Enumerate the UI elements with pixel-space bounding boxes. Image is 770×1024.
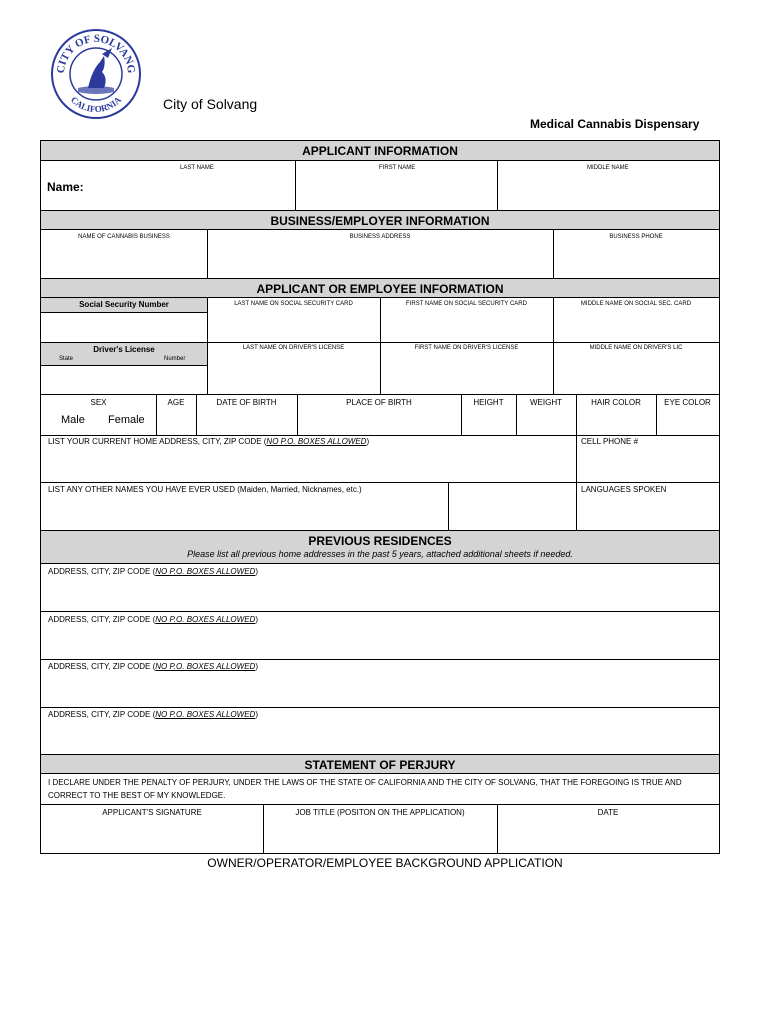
business-name-label: NAME OF CANNABIS BUSINESS: [78, 234, 170, 240]
ssn-middle-name-label: MIDDLE NAME ON SOCIAL SEC. CARD: [580, 301, 692, 307]
residence-1-label: ADDRESS, CITY, ZIP CODE (NO P.O. BOXES ALLOWED): [48, 567, 258, 576]
date-field[interactable]: [501, 821, 715, 849]
ssn-last-name-label: LAST NAME ON SOCIAL SECURITY CARD: [234, 301, 353, 307]
business-name-field[interactable]: [45, 245, 203, 275]
dl-middle-name-label: MIDDLE NAME ON DRIVER'S LIC: [589, 345, 683, 351]
seal-text-bottom: CALIFORNIA: [68, 94, 124, 115]
first-name-label: FIRST NAME: [379, 165, 416, 171]
section-header-residences: [41, 530, 719, 564]
last-name-field[interactable]: [97, 175, 293, 207]
perjury-statement-line1: I DECLARE UNDER THE PENALTY OF PERJURY, UNDER THE LAWS OF THE STATE OF CALIFORNIA AND THE CITY OF SOLVANG, THAT THE FOREGOING IS TRUE AND: [48, 778, 682, 787]
svg-text:CALIFORNIA: [69, 94, 124, 114]
section-header-perjury: STATEMENT OF PERJURY: [41, 754, 719, 774]
residences-subtitle: Please list all previous home addresses in the past 5 years, attached additional sheets if needed.: [187, 549, 573, 559]
no-po-boxes-note: NO P.O. BOXES ALLOWED: [266, 437, 367, 446]
sex-option-male[interactable]: Male: [61, 414, 85, 426]
residence-3-label: ADDRESS, CITY, ZIP CODE (NO P.O. BOXES ALLOWED): [48, 662, 258, 671]
signature-field[interactable]: [45, 821, 259, 849]
other-names-label: LIST ANY OTHER NAMES YOU HAVE EVER USED (Maiden, Married, Nicknames, etc.): [48, 485, 362, 494]
cell-phone-field[interactable]: [580, 449, 715, 479]
dl-state-label: State: [59, 356, 74, 362]
residence-4-field[interactable]: [45, 722, 715, 752]
pob-label: PLACE OF BIRTH: [346, 398, 412, 407]
residence-4-label: ADDRESS, CITY, ZIP CODE (NO P.O. BOXES ALLOWED): [48, 710, 258, 719]
name-label: Name:: [47, 180, 84, 194]
home-address-label: LIST YOUR CURRENT HOME ADDRESS, CITY, ZIP CODE (NO P.O. BOXES ALLOWED): [48, 437, 370, 446]
middle-name-label: MIDDLE NAME: [587, 165, 629, 171]
drivers-license-field[interactable]: [45, 368, 203, 392]
middle-name-field[interactable]: [501, 175, 715, 207]
business-address-label: BUSINESS ADDRESS: [349, 234, 411, 240]
ssn-field[interactable]: [45, 315, 203, 339]
application-form: [40, 140, 720, 854]
ssn-first-name-label: FIRST NAME ON SOCIAL SECURITY CARD: [406, 301, 527, 307]
languages-label: LANGUAGES SPOKEN: [581, 485, 667, 494]
first-name-field[interactable]: [299, 175, 495, 207]
section-header-applicant: APPLICANT INFORMATION: [41, 141, 719, 161]
date-label: DATE: [597, 808, 619, 817]
dl-first-name-label: FIRST NAME ON DRIVER'S LICENSE: [414, 345, 519, 351]
sex-label: SEX: [90, 398, 107, 407]
languages-field[interactable]: [580, 497, 715, 527]
last-name-label: LAST NAME: [180, 165, 214, 171]
drivers-license-label: Driver's License: [93, 345, 155, 354]
ssn-label: Social Security Number: [41, 298, 207, 313]
dob-label: DATE OF BIRTH: [216, 398, 277, 407]
home-address-field[interactable]: [45, 449, 573, 479]
residence-1-field[interactable]: [45, 579, 715, 609]
age-label: AGE: [167, 398, 185, 407]
section-header-employee: APPLICANT OR EMPLOYEE INFORMATION: [41, 278, 719, 298]
residences-title: PREVIOUS RESIDENCES: [308, 534, 452, 548]
hair-color-label: HAIR COLOR: [591, 398, 641, 407]
signature-label: APPLICANT'S SIGNATURE: [102, 808, 202, 817]
form-title-footer: OWNER/OPERATOR/EMPLOYEE BACKGROUND APPLICATION: [207, 856, 563, 870]
document-type: Medical Cannabis Dispensary: [530, 117, 700, 131]
cell-phone-label: CELL PHONE #: [581, 437, 639, 446]
city-seal-logo: [50, 26, 142, 122]
business-phone-field[interactable]: [557, 245, 715, 275]
eye-color-label: EYE COLOR: [664, 398, 711, 407]
residence-2-label: ADDRESS, CITY, ZIP CODE (NO P.O. BOXES ALLOWED): [48, 615, 258, 624]
business-address-field[interactable]: [211, 245, 549, 275]
residence-3-field[interactable]: [45, 674, 715, 704]
job-title-label: JOB TITLE (POSITON ON THE APPLICATION): [295, 808, 465, 817]
section-header-business: BUSINESS/EMPLOYER INFORMATION: [41, 210, 719, 230]
job-title-field[interactable]: [267, 821, 493, 849]
height-label: HEIGHT: [473, 398, 504, 407]
weight-label: WEIGHT: [530, 398, 562, 407]
other-names-field[interactable]: [45, 497, 445, 527]
perjury-statement-line2: CORRECT TO THE BEST OF MY KNOWLEDGE.: [48, 791, 226, 800]
dl-number-label: Number: [164, 356, 186, 362]
business-phone-label: BUSINESS PHONE: [609, 234, 663, 240]
sex-option-female[interactable]: Female: [108, 414, 145, 426]
city-name: City of Solvang: [163, 96, 258, 112]
dl-last-name-label: LAST NAME ON DRIVER'S LICENSE: [242, 345, 345, 351]
seal-text-top: CITY OF SOLVANG: [54, 32, 138, 75]
residence-2-field[interactable]: [45, 627, 715, 657]
